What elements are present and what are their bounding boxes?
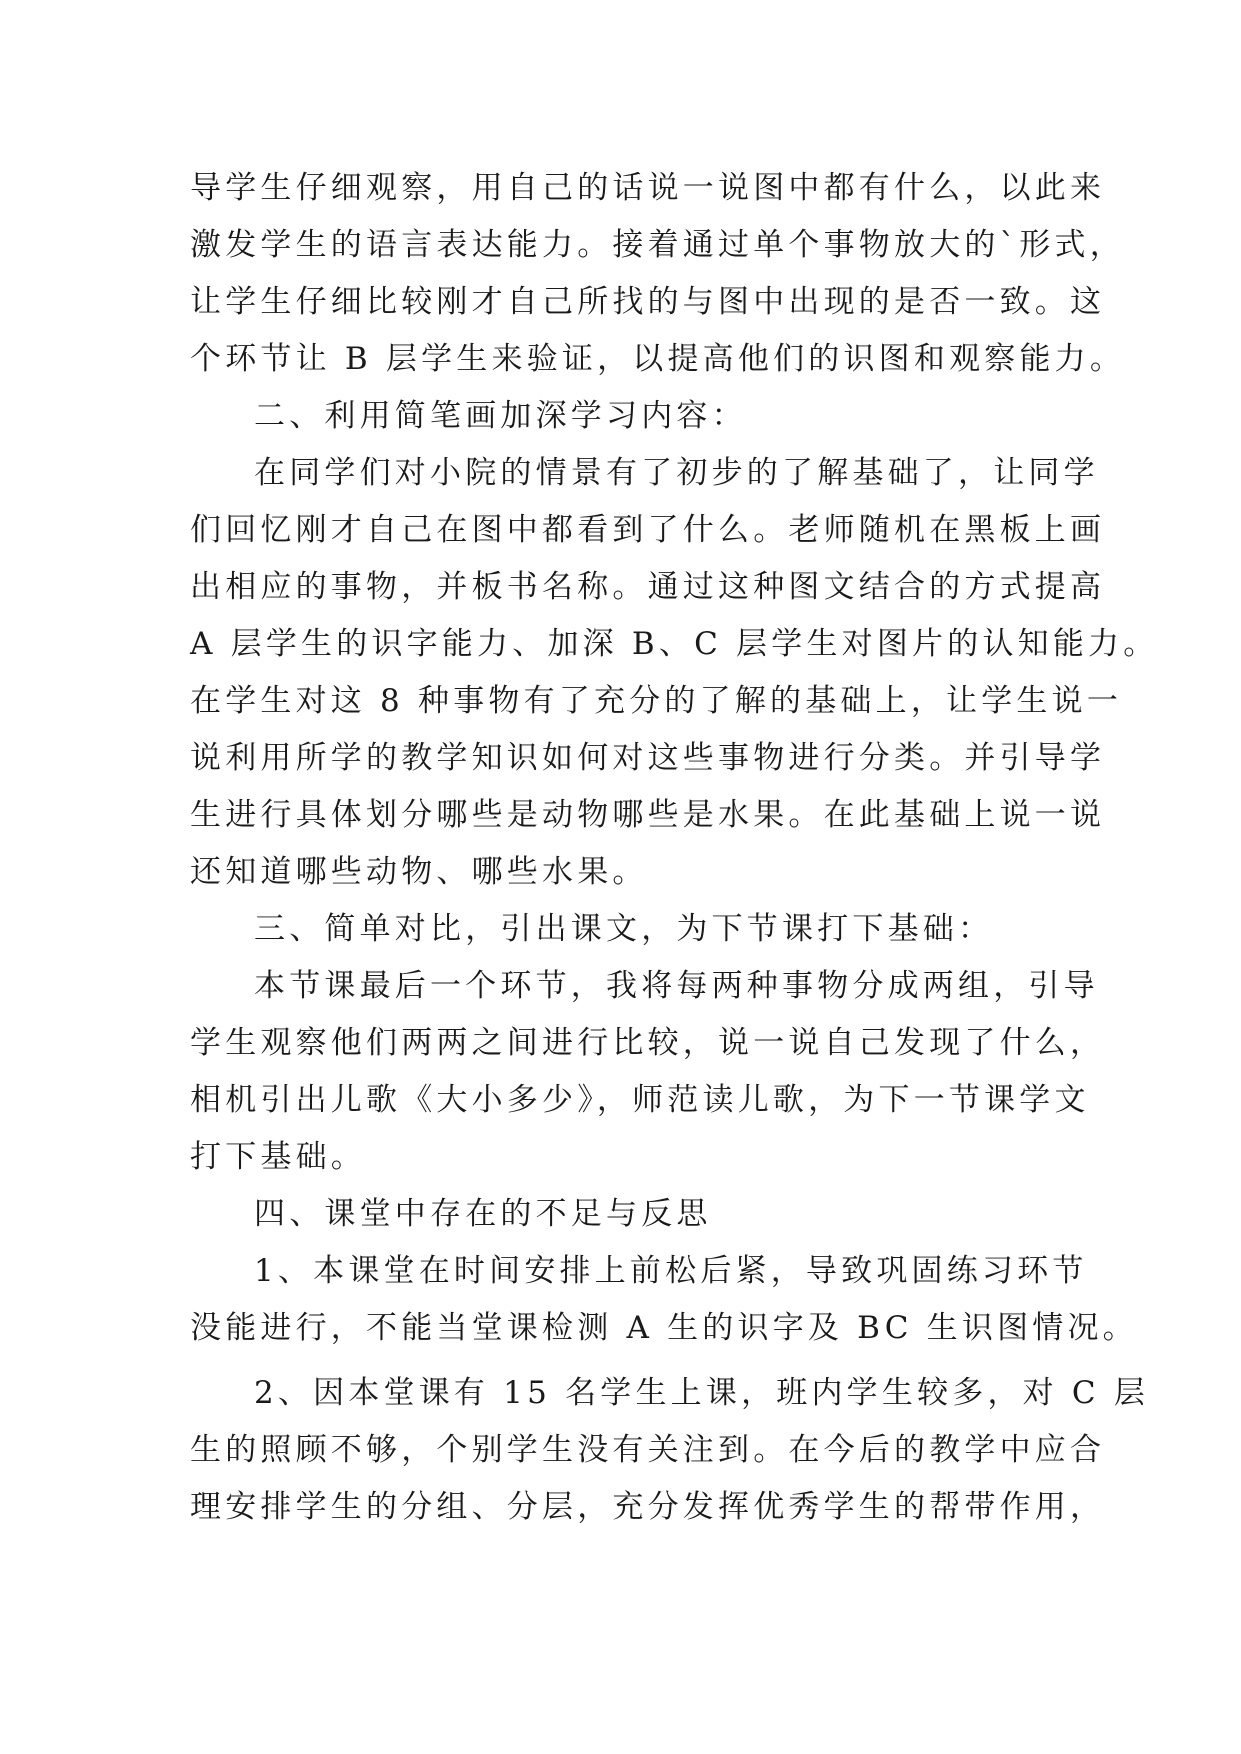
text-line: 2、因本堂课有 15 名学生上课，班内学生较多，对 C 层 [254, 1375, 1150, 1411]
text-line: 三、简单对比，引出课文，为下节课打下基础： [254, 911, 994, 947]
text-line: 出相应的事物，并板书名称。通过这种图文结合的方式提高 [190, 569, 1106, 605]
text-line: 还知道哪些动物、哪些水果。 [190, 854, 648, 890]
text-line: 个环节让 B 层学生来验证，以提高他们的识图和观察能力。 [190, 341, 1126, 377]
text-line: 让学生仔细比较刚才自己所找的与图中出现的是否一致。这 [190, 284, 1106, 320]
text-line: 说利用所学的教学知识如何对这些事物进行分类。并引导学 [190, 740, 1106, 776]
text-line: 导学生仔细观察，用自己的话说一说图中都有什么，以此来 [190, 170, 1106, 206]
text-line: 二、利用简笔画加深学习内容： [254, 398, 747, 434]
text-line: 生进行具体划分哪些是动物哪些是水果。在此基础上说一说 [190, 797, 1106, 833]
text-line: 理安排学生的分组、分层，充分发挥优秀学生的帮带作用， [190, 1489, 1106, 1525]
text-line: 学生观察他们两两之间进行比较，说一说自己发现了什么， [190, 1025, 1106, 1061]
text-line: 在同学们对小院的情景有了初步的了解基础了，让同学 [254, 455, 1099, 491]
text-line: 四、课堂中存在的不足与反思 [254, 1196, 712, 1232]
text-line: 没能进行，不能当堂课检测 A 生的识字及 BC 生识图情况。 [190, 1310, 1138, 1346]
text-line: 们回忆刚才自己在图中都看到了什么。老师随机在黑板上画 [190, 512, 1106, 548]
text-line: 相机引出儿歌《大小多少》，师范读儿歌，为下一节课学文 [190, 1082, 1090, 1118]
text-line: 1、本课堂在时间安排上前松后紧，导致巩固练习环节 [254, 1253, 1088, 1289]
text-line: 本节课最后一个环节，我将每两种事物分成两组，引导 [254, 968, 1099, 1004]
text-line: 在学生对这 8 种事物有了充分的了解的基础上，让学生说一 [190, 683, 1123, 719]
text-line: 激发学生的语言表达能力。接着通过单个事物放大的`形式， [190, 227, 1125, 263]
text-line: 生的照顾不够，个别学生没有关注到。在今后的教学中应合 [190, 1432, 1106, 1468]
text-line: 打下基础。 [190, 1139, 366, 1175]
document-body [190, 160, 1159, 1536]
text-line: A 层学生的识字能力、加深 B、C 层学生对图片的认知能力。 [190, 626, 1159, 662]
